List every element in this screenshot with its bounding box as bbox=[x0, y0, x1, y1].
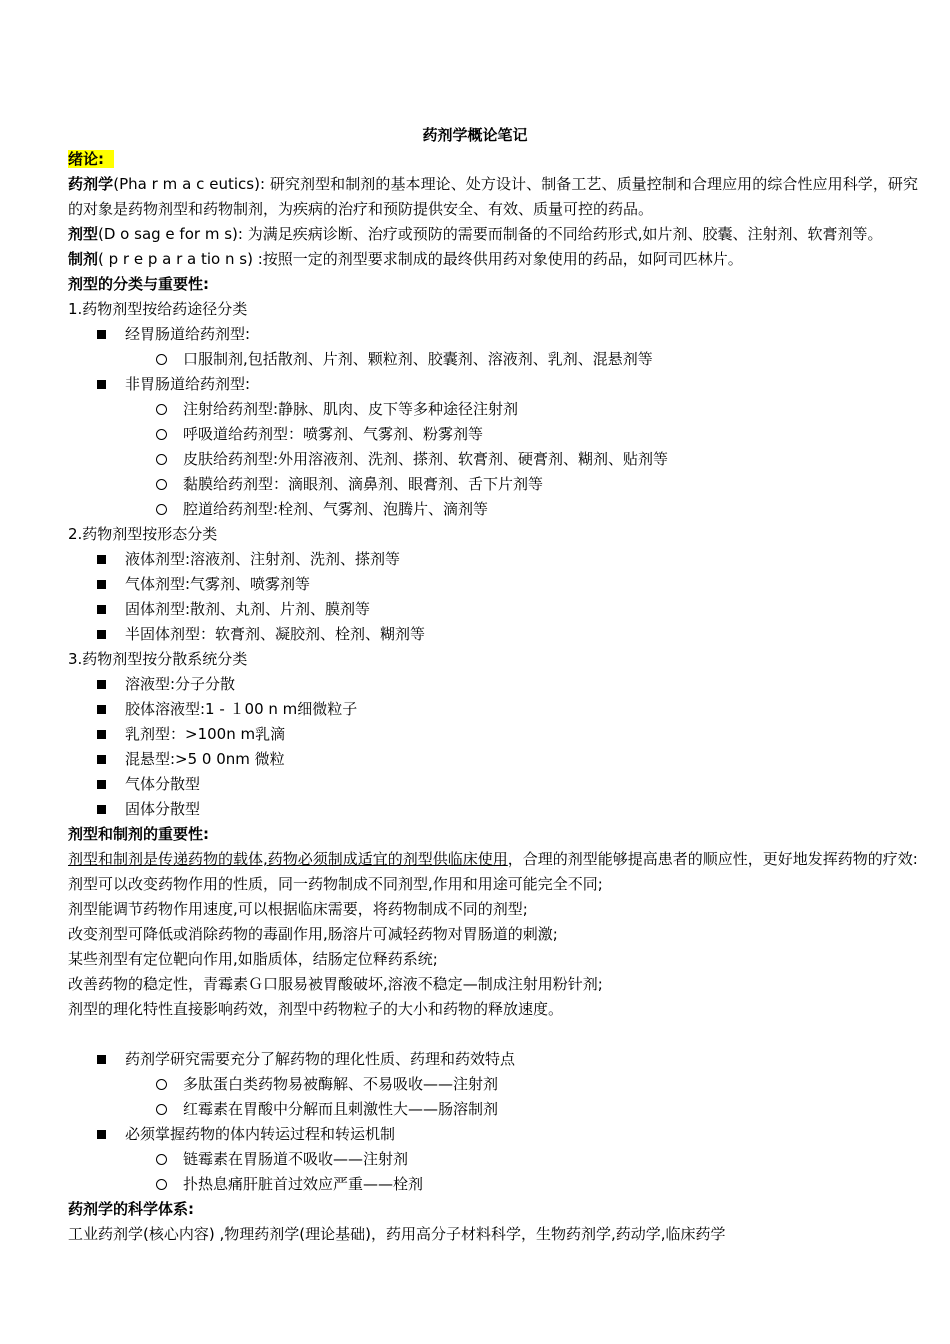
definition-pharmaceutics: 药剂学(Pha r m a c eutics): 研究剂型和制剂的基本理论、处方设计、制备工艺、质量控制和合理应用的综合性应用科学，研究的对象是药物剂型和药物制剂，为疾病的治疗和预防提供安全、有效、质量可控的药品。 bbox=[68, 175, 918, 218]
system-heading: 药剂学的科学体系: bbox=[68, 1200, 194, 1218]
document-body bbox=[68, 147, 918, 1247]
list-item: 气体剂型:气雾剂、喷雾剂等 bbox=[68, 572, 918, 597]
square-bullet-icon bbox=[97, 380, 106, 389]
square-bullet-icon bbox=[97, 805, 106, 814]
square-bullet-icon bbox=[97, 1055, 106, 1064]
list-item: 药剂学研究需要充分了解药物的理化性质、药理和药效特点 bbox=[68, 1047, 918, 1072]
circle-bullet-icon bbox=[156, 354, 167, 365]
list-item: 胶体溶液型:1 - １00 n m细微粒子 bbox=[68, 697, 918, 722]
circle-bullet-icon bbox=[156, 504, 167, 515]
system-text: 工业药剂学(核心内容) ,物理药剂学(理论基础)，药用高分子材料科学，生物药剂学,药动学,临床药学 bbox=[68, 1225, 726, 1243]
list-item: 半固体剂型：软膏剂、凝胶剂、栓剂、糊剂等 bbox=[68, 622, 918, 647]
square-bullet-icon bbox=[97, 1130, 106, 1139]
square-bullet-icon bbox=[97, 730, 106, 739]
document-title: 药剂学概论笔记 bbox=[422, 126, 528, 144]
list-item: 黏膜给药剂型：滴眼剂、滴鼻剂、眼膏剂、舌下片剂等 bbox=[68, 472, 918, 497]
definition-preparation: 制剂( p r e p a r a tio n s) :按照一定的剂型要求制成的最终供用药对象使用的药品，如阿司匹林片。 bbox=[68, 250, 743, 268]
list-item: 固体剂型:散剂、丸剂、片剂、膜剂等 bbox=[68, 597, 918, 622]
importance-point: 剂型能调节药物作用速度,可以根据临床需要，将药物制成不同的剂型; bbox=[68, 900, 528, 918]
list-item: 溶液型:分子分散 bbox=[68, 672, 918, 697]
list-item: 固体分散型 bbox=[68, 797, 918, 822]
list-item: 注射给药剂型:静脉、肌肉、皮下等多种途径注射剂 bbox=[68, 397, 918, 422]
square-bullet-icon bbox=[97, 755, 106, 764]
square-bullet-icon bbox=[97, 780, 106, 789]
circle-bullet-icon bbox=[156, 404, 167, 415]
list-item: 气体分散型 bbox=[68, 772, 918, 797]
square-bullet-icon bbox=[97, 705, 106, 714]
importance-point: 改善药物的稳定性，青霉素Ｇ口服易被胃酸破坏,溶液不稳定—制成注射用粉针剂; bbox=[68, 975, 603, 993]
circle-bullet-icon bbox=[156, 1104, 167, 1115]
importance-heading: 剂型和制剂的重要性: bbox=[68, 825, 209, 843]
definition-dosage-form: 剂型(D o sag e for m s): 为满足疾病诊断、治疗或预防的需要而制备的不同给药形式,如片剂、胶囊、注射剂、软膏剂等。 bbox=[68, 225, 883, 243]
square-bullet-icon bbox=[97, 630, 106, 639]
route-title: 1.药物剂型按给药途径分类 bbox=[68, 300, 248, 318]
list-item: 腔道给药剂型:栓剂、气雾剂、泡腾片、滴剂等 bbox=[68, 497, 918, 522]
importance-point: 某些剂型有定位靶向作用,如脂质体，结肠定位释药系统; bbox=[68, 950, 438, 968]
circle-bullet-icon bbox=[156, 429, 167, 440]
circle-bullet-icon bbox=[156, 479, 167, 490]
square-bullet-icon bbox=[97, 555, 106, 564]
circle-bullet-icon bbox=[156, 1079, 167, 1090]
circle-bullet-icon bbox=[156, 1154, 167, 1165]
importance-lead: 剂型和制剂是传递药物的载体,药物必须制成适宜的剂型供临床使用，合理的剂型能够提高患者的顺应性，更好地发挥药物的疗效: bbox=[68, 850, 918, 868]
list-item: 链霉素在胃肠道不吸收——注射剂 bbox=[68, 1147, 918, 1172]
blank-line bbox=[68, 1022, 918, 1047]
list-item: 非胃肠道给药剂型: bbox=[68, 372, 918, 397]
classification-heading: 剂型的分类与重要性: bbox=[68, 275, 209, 293]
importance-point: 改变剂型可降低或消除药物的毒副作用,肠溶片可减轻药物对胃肠道的刺激; bbox=[68, 925, 558, 943]
circle-bullet-icon bbox=[156, 454, 167, 465]
square-bullet-icon bbox=[97, 580, 106, 589]
list-item: 经胃肠道给药剂型: bbox=[68, 322, 918, 347]
list-item: 口服制剂,包括散剂、片剂、颗粒剂、胶囊剂、溶液剂、乳剂、混悬剂等 bbox=[68, 347, 918, 372]
square-bullet-icon bbox=[97, 605, 106, 614]
list-item: 红霉素在胃酸中分解而且刺激性大——肠溶制剂 bbox=[68, 1097, 918, 1122]
dispersion-title: 3.药物剂型按分散系统分类 bbox=[68, 650, 248, 668]
list-item: 呼吸道给药剂型：喷雾剂、气雾剂、粉雾剂等 bbox=[68, 422, 918, 447]
importance-point: 剂型可以改变药物作用的性质，同一药物制成不同剂型,作用和用途可能完全不同; bbox=[68, 875, 603, 893]
list-item: 液体剂型:溶液剂、注射剂、洗剂、搽剂等 bbox=[68, 547, 918, 572]
list-item: 必须掌握药物的体内转运过程和转运机制 bbox=[68, 1122, 918, 1147]
square-bullet-icon bbox=[97, 330, 106, 339]
list-item: 混悬型:>5 0 0nm 微粒 bbox=[68, 747, 918, 772]
list-item: 乳剂型：>100n m乳滴 bbox=[68, 722, 918, 747]
intro-heading: 绪论: bbox=[68, 147, 918, 172]
importance-point: 剂型的理化特性直接影响药效，剂型中药物粒子的大小和药物的释放速度。 bbox=[68, 1000, 564, 1018]
list-item: 扑热息痛肝脏首过效应严重——栓剂 bbox=[68, 1172, 918, 1197]
list-item: 多肽蛋白类药物易被酶解、不易吸收——注射剂 bbox=[68, 1072, 918, 1097]
circle-bullet-icon bbox=[156, 1179, 167, 1190]
list-item: 皮肤给药剂型:外用溶液剂、洗剂、搽剂、软膏剂、硬膏剂、糊剂、贴剂等 bbox=[68, 447, 918, 472]
square-bullet-icon bbox=[97, 680, 106, 689]
form-title: 2.药物剂型按形态分类 bbox=[68, 525, 218, 543]
